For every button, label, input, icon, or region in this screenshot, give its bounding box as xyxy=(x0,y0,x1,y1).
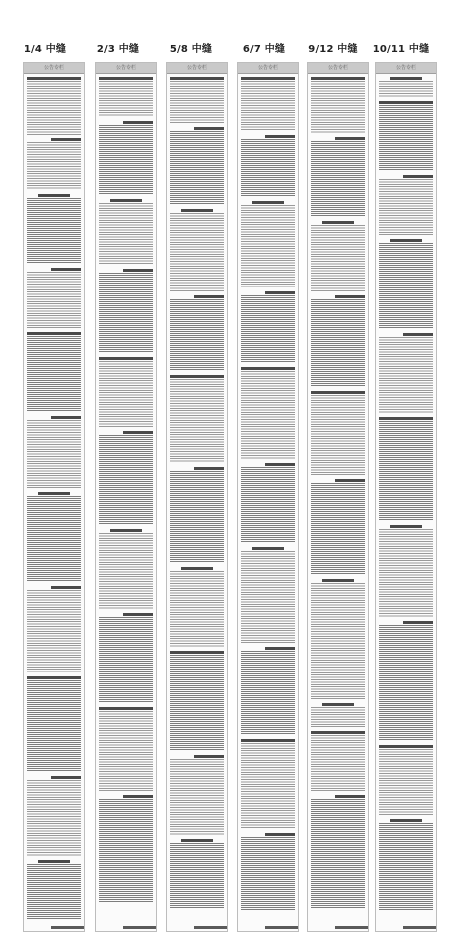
column-header: 公告专栏 xyxy=(376,63,436,74)
notice-block xyxy=(99,77,153,117)
notice-block xyxy=(27,138,81,190)
notice-block xyxy=(379,239,433,329)
notice-block xyxy=(27,860,81,920)
column-title-2: 2/3 中缝 xyxy=(96,44,140,55)
notice-block xyxy=(311,77,365,133)
newspaper-column-2 xyxy=(95,62,157,932)
notice-block xyxy=(170,375,224,463)
column-body xyxy=(238,74,298,932)
column-footer-mark xyxy=(265,926,299,929)
notice-block xyxy=(99,121,153,195)
newspaper-column-5 xyxy=(307,62,369,932)
column-header: 公告专栏 xyxy=(24,63,84,74)
notice-block xyxy=(241,833,295,911)
notice-block xyxy=(311,795,365,909)
notice-block xyxy=(311,579,365,699)
notice-block xyxy=(27,586,81,672)
column-header: 公告专栏 xyxy=(238,63,298,74)
notice-block xyxy=(27,332,81,412)
notice-block xyxy=(241,547,295,643)
notice-block xyxy=(99,795,153,903)
notice-block xyxy=(170,651,224,751)
notice-block xyxy=(379,525,433,617)
notice-block xyxy=(27,416,81,488)
notice-block xyxy=(241,135,295,197)
notice-block xyxy=(311,479,365,575)
notice-block xyxy=(99,431,153,525)
notice-block xyxy=(27,77,81,135)
notice-block xyxy=(379,175,433,235)
notice-block xyxy=(27,194,81,264)
column-title-6: 10/11 中缝 xyxy=(372,44,430,55)
newspaper-column-6 xyxy=(375,62,437,932)
newspaper-column-4 xyxy=(237,62,299,932)
column-title-5: 9/12 中缝 xyxy=(308,44,358,55)
notice-block xyxy=(170,467,224,563)
notice-block xyxy=(27,492,81,582)
column-header: 公告专栏 xyxy=(96,63,156,74)
notice-block xyxy=(99,199,153,265)
notice-block xyxy=(379,333,433,413)
notice-block xyxy=(311,221,365,291)
column-body xyxy=(376,74,436,932)
notice-block xyxy=(241,201,295,287)
notice-block xyxy=(170,839,224,909)
notice-block xyxy=(311,391,365,475)
newspaper-column-3 xyxy=(166,62,228,932)
notice-block xyxy=(241,739,295,829)
notice-block xyxy=(241,647,295,735)
notice-block xyxy=(311,703,365,727)
column-body xyxy=(308,74,368,932)
notice-block xyxy=(379,745,433,815)
notice-block xyxy=(99,707,153,791)
column-footer-mark xyxy=(335,926,369,929)
notice-block xyxy=(99,529,153,609)
notice-block xyxy=(311,295,365,387)
column-footer-mark xyxy=(403,926,437,929)
notice-block xyxy=(27,268,81,328)
notice-block xyxy=(311,137,365,217)
notice-block xyxy=(170,209,224,291)
column-header: 公告专栏 xyxy=(308,63,368,74)
column-title-3: 5/8 中缝 xyxy=(169,44,213,55)
notice-block xyxy=(241,367,295,459)
newspaper-column-1 xyxy=(23,62,85,932)
notice-block xyxy=(170,127,224,205)
notice-block xyxy=(379,621,433,741)
notice-block xyxy=(27,776,81,856)
notice-block xyxy=(170,567,224,647)
column-body xyxy=(96,74,156,932)
notice-block xyxy=(170,295,224,371)
column-body xyxy=(167,74,227,932)
notice-block xyxy=(170,755,224,835)
notice-block xyxy=(379,101,433,171)
notice-block xyxy=(27,676,81,772)
column-title-4: 6/7 中缝 xyxy=(242,44,286,55)
notice-block xyxy=(99,357,153,427)
notice-block xyxy=(99,613,153,703)
column-title-1: 1/4 中缝 xyxy=(23,44,67,55)
notice-block xyxy=(241,463,295,543)
column-footer-mark xyxy=(51,926,85,929)
notice-block xyxy=(311,731,365,791)
notice-block xyxy=(379,819,433,911)
notice-block xyxy=(379,417,433,521)
notice-block xyxy=(241,77,295,131)
column-footer-mark xyxy=(123,926,157,929)
notice-block xyxy=(170,77,224,123)
column-body xyxy=(24,74,84,932)
notice-block xyxy=(379,77,433,97)
column-header: 公告专栏 xyxy=(167,63,227,74)
notice-block xyxy=(99,269,153,353)
column-footer-mark xyxy=(194,926,228,929)
notice-block xyxy=(241,291,295,363)
